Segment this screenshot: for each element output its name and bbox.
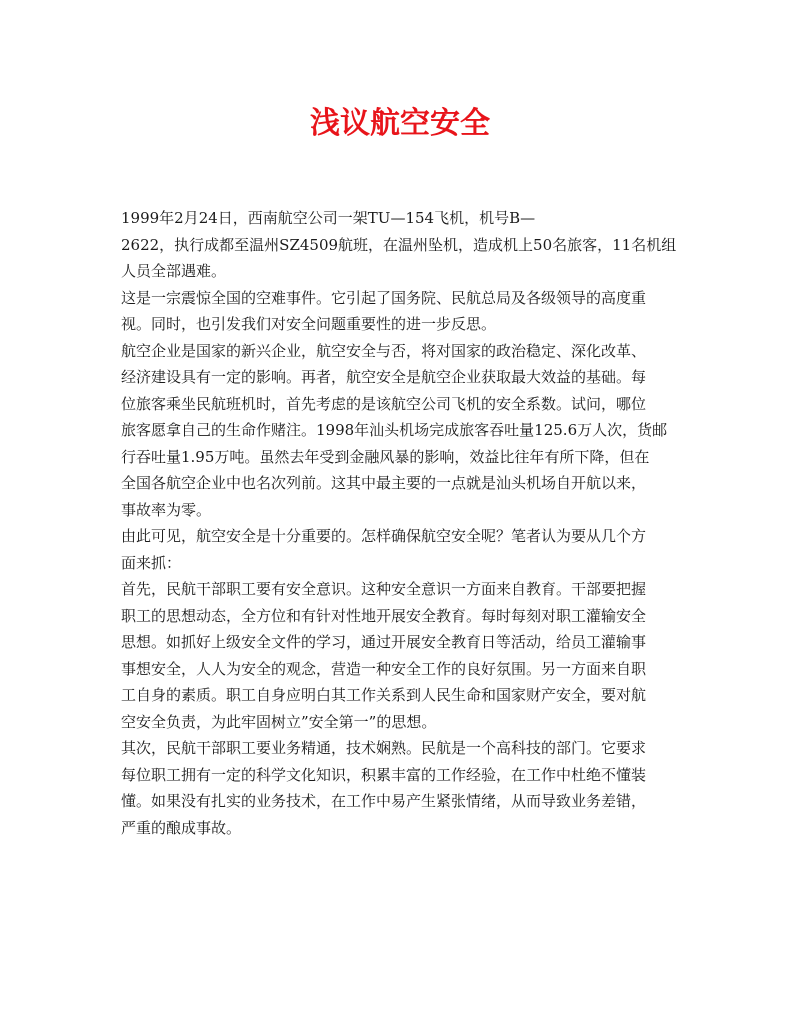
body-line: 空安全负责，为此牢固树立”安全第一”的思想。 [121, 712, 437, 731]
document-title: 浅议航空安全 [310, 106, 490, 141]
body-line: 经济建设具有一定的影响。再者，航空安全是航空企业获取最大效益的基础。每 [121, 368, 647, 386]
body-line: 位旅客乘坐民航班机时，首先考虑的是该航空公司飞机的安全系数。试问，哪位 [121, 394, 647, 413]
body-line: 全国各航空企业中也名次列前。这其中最主要的一点就是汕头机场自开航以来， [121, 474, 647, 492]
document-body [121, 205, 681, 841]
body-line: 行吞吐量1.95万吨。虽然去年受到金融风暴的影响，效益比往年有所下降，但在 [121, 447, 650, 466]
body-line: 这是一宗震惊全国的空难事件。它引起了国务院、民航总局及各级领导的高度重 [121, 288, 647, 307]
body-line: 思想。如抓好上级安全文件的学习，通过开展安全教育日等活动，给员工灌输事 [121, 633, 647, 651]
body-line: 旅客愿拿自己的生命作赌注。1998年汕头机场完成旅客吞吐量125.6万人次，货邮 [121, 421, 668, 439]
body-line: 事故率为零。 [121, 500, 212, 519]
body-line: 严重的酿成事故。 [121, 818, 242, 837]
body-line: 航空企业是国家的新兴企业，航空安全与否，将对国家的政治稳定、深化改革、 [121, 341, 647, 360]
body-line: 1999年2月24日，西南航空公司一架TU—154飞机，机号B— [121, 209, 536, 227]
body-line: 2622，执行成都至温州SZ4509航班，在温州坠机，造成机上50名旅客，11名机组 [121, 235, 677, 254]
body-line: 每位职工拥有一定的科学文化知识，积累丰富的工作经验，在工作中杜绝不懂装 [121, 765, 647, 784]
body-line: 懂。如果没有扎实的业务技术，在工作中易产生紧张情绪，从而导致业务差错， [121, 792, 647, 810]
body-line: 工自身的素质。职工自身应明白其工作关系到人民生命和国家财产安全，要对航 [121, 686, 647, 704]
body-line: 人员全部遇难。 [121, 262, 227, 280]
body-line: 首先，民航干部职工要有安全意识。这种安全意识一方面来自教育。干部要把握 [121, 580, 647, 598]
body-line: 其次，民航干部职工要业务精通，技术娴熟。民航是一个高科技的部门。它要求 [121, 739, 647, 757]
body-line: 由此可见，航空安全是十分重要的。怎样确保航空安全呢？笔者认为要从几个方 [121, 527, 647, 545]
body-line: 视。同时，也引发我们对安全问题重要性的进一步反思。 [121, 315, 497, 333]
body-line: 职工的思想动态，全方位和有针对性地开展安全教育。每时每刻对职工灌输安全 [121, 606, 647, 625]
body-line: 面来抓： [121, 553, 182, 572]
body-line: 事想安全，人人为安全的观念，营造一种安全工作的良好氛围。另一方面来自职 [121, 659, 647, 678]
